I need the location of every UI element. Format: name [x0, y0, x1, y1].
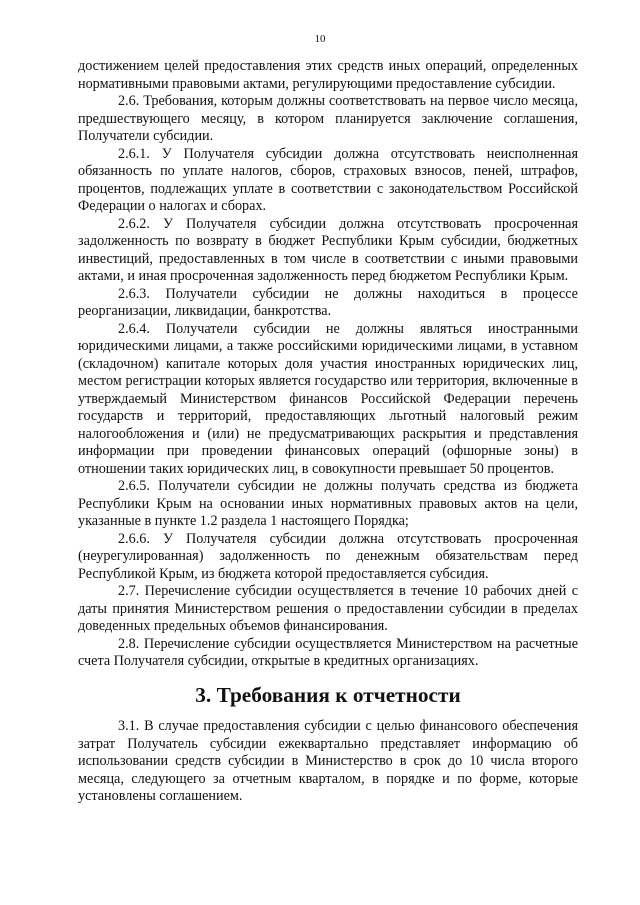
page-number: 10: [314, 33, 326, 45]
paragraph-3-1: 3.1. В случае предоставления субсидии с целью финансового обеспечения затрат Получатель субсидии ежеквартально представляет информацию об использовании средств субсидии в Министерство в срок до 10 числа второго месяца, следующего за отчетным кварталом, в порядке и по форме, которые установлены соглашением.: [78, 718, 578, 804]
paragraph-2-6: 2.6. Требования, которым должны соответствовать на первое число месяца, предшествующего месяцу, в котором планируется заключение соглашения, Получатели субсидии.: [78, 93, 578, 144]
paragraph-2-6-5: 2.6.5. Получатели субсидии не должны получать средства из бюджета Республики Крым на основании иных нормативных правовых актов на цели, указанные в пункте 1.2 раздела 1 настоящего Порядка;: [78, 478, 578, 529]
paragraph-2-6-1: 2.6.1. У Получателя субсидии должна отсутствовать неисполненная обязанность по уплате налогов, сборов, страховых взносов, пеней, штрафов, процентов, подлежащих уплате в соответствии с законодательством Российской Федерации о налогах и сборах.: [78, 145, 578, 214]
paragraph-2-6-2: 2.6.2. У Получателя субсидии должна отсутствовать просроченная задолженность по возврату в бюджет Республики Крым субсидии, бюджетных инвестиций, предоставленных в том числе в соответствии с иными правовыми актами, и иная просроченная задолженность перед бюджетом Республики Крым.: [78, 215, 578, 284]
section-heading: 3. Требования к отчетности: [195, 682, 461, 707]
paragraph-2-6-4: 2.6.4. Получатели субсидии не должны являться иностранными юридическими лицами, а также российскими юридическими лицами, в уставном (складочном) капитале которых доля участия иностранных юридических лиц, местом регистрации которых является государство или территория, включенные в утверждаемый Министерством финансов Российской Федерации перечень государств и территорий, предоставляющих льготный налоговый режим налогообложения и (или) не предусматривающих раскрытия и представления информации при проведении финансовых операций (офшорные зоны) в отношении таких юридических лиц, в совокупности превышает 50 процентов.: [78, 320, 578, 477]
paragraph-2-6-3: 2.6.3. Получатели субсидии не должны находиться в процессе реорганизации, ликвидации, банкротства.: [78, 285, 578, 319]
paragraph-2-6-6: 2.6.6. У Получателя субсидии должна отсутствовать просроченная (неурегулированная) задолженность по денежным обязательствам перед Республикой Крым, из бюджета которой предоставляется субсидия.: [78, 530, 578, 582]
paragraph-2-7: 2.7. Перечисление субсидии осуществляется в течение 10 рабочих дней с даты принятия Министерством решения о предоставлении субсидии в пределах доведенных предельных объемов финансирования.: [78, 583, 578, 634]
paragraph-continuation: достижением целей предоставления этих средств иных операций, определенных нормативными правовыми актами, регулирующими предоставление субсидии.: [78, 58, 578, 92]
paragraph-2-8: 2.8. Перечисление субсидии осуществляется Министерством на расчетные счета Получателя субсидии, открытые в кредитных организациях.: [78, 635, 578, 669]
document-body: [78, 58, 578, 806]
